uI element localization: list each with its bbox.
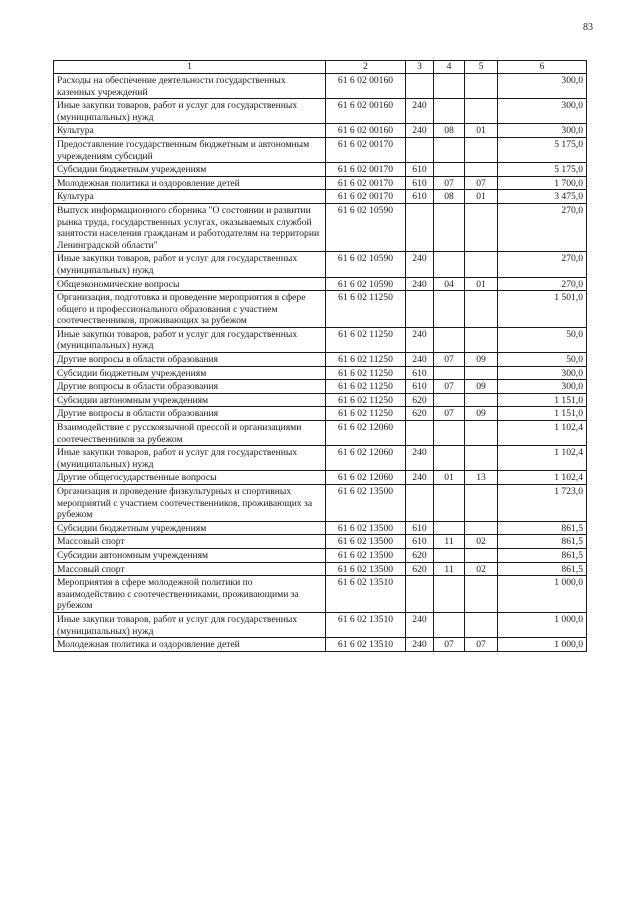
column-header: 5 [465, 61, 498, 74]
expense-name: Иные закупки товаров, работ и услуг для государственных (муниципальных) нужд [54, 327, 326, 352]
column-header: 1 [54, 61, 326, 74]
table-row [54, 366, 587, 380]
subsection-code [465, 393, 498, 407]
subsection-code [465, 137, 498, 162]
amount-value: 861,5 [498, 535, 587, 549]
expense-type-code: 610 [406, 366, 434, 380]
expense-name: Другие общегосударственные вопросы [54, 471, 326, 485]
table-row [54, 163, 587, 177]
amount-value: 1 723,0 [498, 485, 587, 522]
section-code [434, 393, 465, 407]
section-code: 11 [434, 562, 465, 576]
table-row [54, 277, 587, 291]
section-code [434, 291, 465, 328]
expense-name: Организация, подготовка и проведение мероприятия в сфере общего и профессионального образования с участием соотечественников, проживающих за рубежом [54, 291, 326, 328]
subsection-code [465, 163, 498, 177]
amount-value: 270,0 [498, 252, 587, 277]
amount-value: 300,0 [498, 366, 587, 380]
expense-type-code: 240 [406, 252, 434, 277]
expense-type-code: 240 [406, 99, 434, 124]
target-article-code: 61 6 02 13500 [326, 485, 406, 522]
table-row [54, 327, 587, 352]
table-row [54, 638, 587, 652]
subsection-code [465, 612, 498, 637]
target-article-code: 61 6 02 13500 [326, 548, 406, 562]
subsection-code: 09 [465, 380, 498, 394]
section-code: 11 [434, 535, 465, 549]
column-header: 6 [498, 61, 587, 74]
header-row [54, 61, 587, 74]
expense-name: Культура [54, 124, 326, 138]
section-code [434, 74, 465, 99]
table-row [54, 393, 587, 407]
expense-name: Иные закупки товаров, работ и услуг для государственных (муниципальных) нужд [54, 99, 326, 124]
table-row [54, 203, 587, 251]
expense-type-code: 240 [406, 353, 434, 367]
section-code: 07 [434, 638, 465, 652]
expense-type-code: 240 [406, 471, 434, 485]
column-header: 4 [434, 61, 465, 74]
amount-value: 861,5 [498, 562, 587, 576]
subsection-code: 07 [465, 176, 498, 190]
amount-value: 1 700,0 [498, 176, 587, 190]
target-article-code: 61 6 02 10590 [326, 203, 406, 251]
section-code [434, 163, 465, 177]
expense-type-code: 610 [406, 380, 434, 394]
target-article-code: 61 6 02 10590 [326, 252, 406, 277]
expense-type-code: 620 [406, 562, 434, 576]
expense-type-code: 620 [406, 548, 434, 562]
table-row [54, 252, 587, 277]
table-row [54, 521, 587, 535]
expense-type-code [406, 485, 434, 522]
target-article-code: 61 6 02 00170 [326, 190, 406, 204]
table-row [54, 353, 587, 367]
subsection-code: 02 [465, 562, 498, 576]
table-row [54, 535, 587, 549]
budget-table [53, 60, 587, 652]
section-code: 07 [434, 176, 465, 190]
target-article-code: 61 6 02 13510 [326, 612, 406, 637]
target-article-code: 61 6 02 11250 [326, 353, 406, 367]
expense-type-code: 240 [406, 638, 434, 652]
amount-value: 270,0 [498, 203, 587, 251]
expense-name: Культура [54, 190, 326, 204]
subsection-code: 07 [465, 638, 498, 652]
amount-value: 1 102,4 [498, 471, 587, 485]
target-article-code: 61 6 02 00170 [326, 163, 406, 177]
expense-type-code [406, 203, 434, 251]
amount-value: 1 000,0 [498, 638, 587, 652]
table-row [54, 124, 587, 138]
expense-name: Общеэкономические вопросы [54, 277, 326, 291]
target-article-code: 61 6 02 00170 [326, 137, 406, 162]
expense-type-code: 610 [406, 535, 434, 549]
amount-value: 1 151,0 [498, 407, 587, 421]
amount-value: 1 151,0 [498, 393, 587, 407]
expense-name: Субсидии бюджетным учреждениям [54, 521, 326, 535]
expense-type-code: 240 [406, 446, 434, 471]
amount-value: 270,0 [498, 277, 587, 291]
table-row [54, 99, 587, 124]
expense-name: Субсидии бюджетным учреждениям [54, 163, 326, 177]
expense-name: Иные закупки товаров, работ и услуг для государственных (муниципальных) нужд [54, 612, 326, 637]
target-article-code: 61 6 02 13500 [326, 562, 406, 576]
target-article-code: 61 6 02 13500 [326, 535, 406, 549]
subsection-code [465, 446, 498, 471]
expense-type-code: 610 [406, 176, 434, 190]
target-article-code: 61 6 02 00160 [326, 124, 406, 138]
subsection-code [465, 291, 498, 328]
table-row [54, 485, 587, 522]
expense-name: Субсидии автономным учреждениям [54, 393, 326, 407]
amount-value: 5 175,0 [498, 137, 587, 162]
table-row [54, 291, 587, 328]
target-article-code: 61 6 02 11250 [326, 327, 406, 352]
expense-type-code: 610 [406, 521, 434, 535]
expense-name: Мероприятия в сфере молодежной политики по взаимодействию с соотечественниками, проживающими за рубежом [54, 576, 326, 613]
expense-name: Иные закупки товаров, работ и услуг для государственных (муниципальных) нужд [54, 252, 326, 277]
target-article-code: 61 6 02 11250 [326, 366, 406, 380]
expense-type-code: 620 [406, 407, 434, 421]
expense-type-code [406, 137, 434, 162]
section-code [434, 446, 465, 471]
page-number: 83 [583, 22, 593, 33]
amount-value: 50,0 [498, 353, 587, 367]
expense-name: Расходы на обеспечение деятельности государственных казенных учреждений [54, 74, 326, 99]
section-code [434, 485, 465, 522]
table-row [54, 74, 587, 99]
expense-type-code: 240 [406, 612, 434, 637]
expense-type-code [406, 291, 434, 328]
subsection-code: 01 [465, 190, 498, 204]
subsection-code [465, 74, 498, 99]
amount-value: 1 102,4 [498, 446, 587, 471]
target-article-code: 61 6 02 12060 [326, 446, 406, 471]
section-code [434, 99, 465, 124]
expense-name: Другие вопросы в области образования [54, 407, 326, 421]
amount-value: 300,0 [498, 74, 587, 99]
amount-value: 300,0 [498, 99, 587, 124]
table-row [54, 176, 587, 190]
expense-type-code: 610 [406, 190, 434, 204]
amount-value: 1 501,0 [498, 291, 587, 328]
amount-value: 1 102,4 [498, 421, 587, 446]
subsection-code [465, 99, 498, 124]
target-article-code: 61 6 02 13510 [326, 576, 406, 613]
table-row [54, 471, 587, 485]
amount-value: 1 000,0 [498, 612, 587, 637]
section-code [434, 612, 465, 637]
section-code: 08 [434, 190, 465, 204]
section-code [434, 576, 465, 613]
subsection-code [465, 548, 498, 562]
subsection-code [465, 421, 498, 446]
table-row [54, 407, 587, 421]
table-row [54, 380, 587, 394]
subsection-code [465, 327, 498, 352]
target-article-code: 61 6 02 11250 [326, 393, 406, 407]
expense-name: Массовый спорт [54, 562, 326, 576]
target-article-code: 61 6 02 00160 [326, 99, 406, 124]
expense-type-code [406, 576, 434, 613]
amount-value: 861,5 [498, 521, 587, 535]
section-code [434, 327, 465, 352]
section-code [434, 421, 465, 446]
column-header: 2 [326, 61, 406, 74]
expense-name: Другие вопросы в области образования [54, 380, 326, 394]
expense-name: Предоставление государственным бюджетным и автономным учреждениям субсидий [54, 137, 326, 162]
table-row [54, 421, 587, 446]
target-article-code: 61 6 02 12060 [326, 421, 406, 446]
section-code: 01 [434, 471, 465, 485]
expense-name: Субсидии автономным учреждениям [54, 548, 326, 562]
amount-value: 1 000,0 [498, 576, 587, 613]
section-code [434, 252, 465, 277]
amount-value: 3 475,0 [498, 190, 587, 204]
target-article-code: 61 6 02 13510 [326, 638, 406, 652]
target-article-code: 61 6 02 00160 [326, 74, 406, 99]
table-row [54, 562, 587, 576]
section-code: 08 [434, 124, 465, 138]
subsection-code [465, 485, 498, 522]
subsection-code [465, 576, 498, 613]
expense-name: Выпуск информационного сборника "О состоянии и развитии рынка труда, государственных услугах, оказываемых службой занятости населения гражданам и работодателям на территории Ленинградской области" [54, 203, 326, 251]
subsection-code: 02 [465, 535, 498, 549]
amount-value: 300,0 [498, 124, 587, 138]
subsection-code: 13 [465, 471, 498, 485]
target-article-code: 61 6 02 10590 [326, 277, 406, 291]
table-row [54, 576, 587, 613]
section-code [434, 366, 465, 380]
amount-value: 861,5 [498, 548, 587, 562]
target-article-code: 61 6 02 11250 [326, 380, 406, 394]
expense-name: Массовый спорт [54, 535, 326, 549]
table-row [54, 612, 587, 637]
section-code: 04 [434, 277, 465, 291]
expense-name: Организация и проведение физкультурных и спортивных мероприятий с участием соотечественников, проживающих за рубежом [54, 485, 326, 522]
expense-name: Субсидии бюджетным учреждениям [54, 366, 326, 380]
expense-name: Молодежная политика и оздоровление детей [54, 176, 326, 190]
subsection-code [465, 252, 498, 277]
expense-type-code: 610 [406, 163, 434, 177]
section-code [434, 137, 465, 162]
section-code [434, 521, 465, 535]
expense-name: Взаимодействие с русскоязычной прессой и организациями соотечественников за рубежом [54, 421, 326, 446]
section-code: 07 [434, 407, 465, 421]
expense-name: Иные закупки товаров, работ и услуг для государственных (муниципальных) нужд [54, 446, 326, 471]
target-article-code: 61 6 02 11250 [326, 291, 406, 328]
table-row [54, 446, 587, 471]
target-article-code: 61 6 02 13500 [326, 521, 406, 535]
section-code [434, 548, 465, 562]
expense-name: Молодежная политика и оздоровление детей [54, 638, 326, 652]
section-code: 07 [434, 353, 465, 367]
expense-type-code: 240 [406, 124, 434, 138]
expense-name: Другие вопросы в области образования [54, 353, 326, 367]
subsection-code [465, 521, 498, 535]
expense-type-code [406, 421, 434, 446]
target-article-code: 61 6 02 00170 [326, 176, 406, 190]
expense-type-code: 620 [406, 393, 434, 407]
expense-type-code: 240 [406, 327, 434, 352]
target-article-code: 61 6 02 11250 [326, 407, 406, 421]
subsection-code: 09 [465, 353, 498, 367]
subsection-code: 01 [465, 277, 498, 291]
amount-value: 50,0 [498, 327, 587, 352]
target-article-code: 61 6 02 12060 [326, 471, 406, 485]
table-row [54, 548, 587, 562]
subsection-code: 01 [465, 124, 498, 138]
section-code [434, 203, 465, 251]
amount-value: 5 175,0 [498, 163, 587, 177]
table-row [54, 190, 587, 204]
column-header: 3 [406, 61, 434, 74]
subsection-code: 09 [465, 407, 498, 421]
subsection-code [465, 366, 498, 380]
expense-type-code [406, 74, 434, 99]
expense-type-code: 240 [406, 277, 434, 291]
subsection-code [465, 203, 498, 251]
table-row [54, 137, 587, 162]
amount-value: 300,0 [498, 380, 587, 394]
section-code: 07 [434, 380, 465, 394]
